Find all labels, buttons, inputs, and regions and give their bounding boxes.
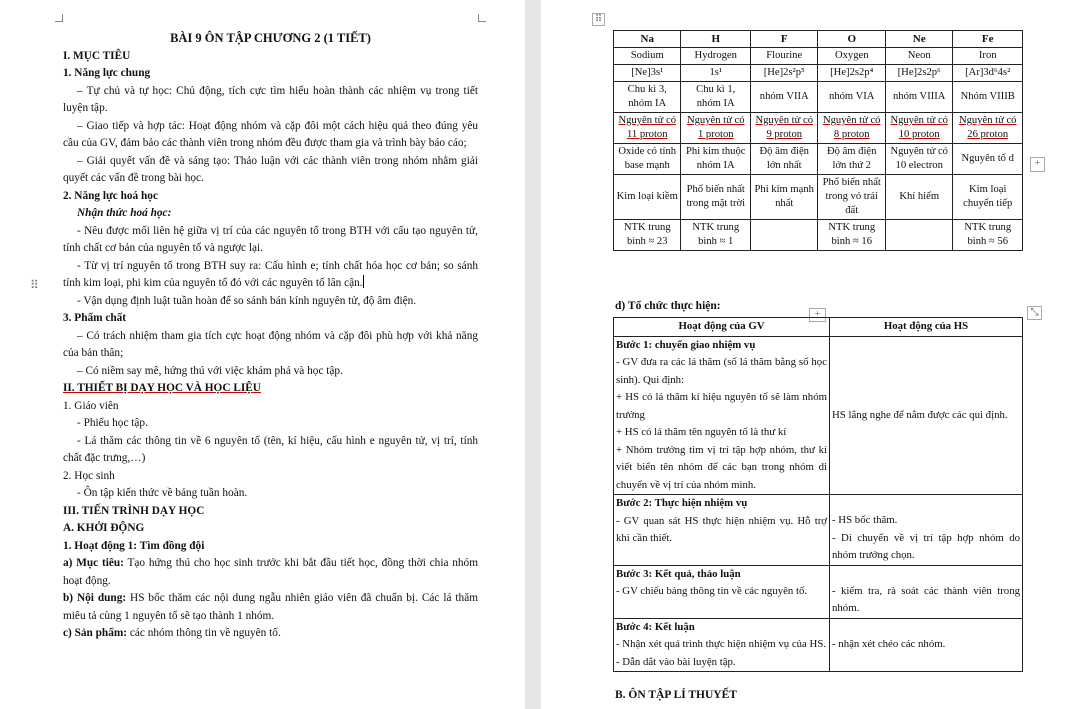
proton-text: Nguyên tử có 1 proton [686, 115, 745, 140]
step-title: Bước 1: chuyển giao nhiệm vụ [616, 338, 756, 351]
element-config-cell: [Ar]3d⁶4s² [953, 65, 1023, 82]
element-type-cell: Khí hiếm [885, 175, 952, 220]
activity-gv-cell [614, 495, 830, 566]
proton-text: Nguyên tử có 10 proton [890, 115, 948, 140]
activity-row [614, 618, 1023, 672]
drag-handle-icon[interactable]: ⠿ [30, 278, 37, 292]
paragraph: – Có trách nhiệm tham gia tích cực hoạt động nhóm và cặp đôi phù hợp với khả năng của bản thân; [63, 329, 478, 359]
element-property-cell: Phi kim thuộc nhóm IA [681, 144, 751, 175]
add-column-icon[interactable]: + [1030, 157, 1045, 172]
step-title: Bước 3: Kết quả, thảo luận [616, 567, 741, 580]
activity-hs-cell [830, 618, 1023, 672]
element-config-cell: 1s¹ [681, 65, 751, 82]
element-info-table [613, 30, 1023, 251]
element-position-cell: Chu kì 3, nhóm IA [614, 82, 681, 113]
element-type-cell: Phổ biến nhất trong vỏ trái đất [818, 175, 885, 220]
element-type-cell: Phổ biến nhất trong mặt trời [681, 175, 751, 220]
subsection-heading: A. KHỞI ĐỘNG [63, 522, 145, 534]
organization-label: d) Tổ chức thực hiện: [615, 300, 721, 312]
document-page-left[interactable] [0, 0, 525, 709]
text-cursor [363, 275, 364, 288]
element-table-row [614, 31, 1023, 48]
step-text: - HS bốc thăm. [832, 514, 898, 526]
element-name-cell: Iron [953, 48, 1023, 65]
element-position-cell: nhóm VIIIA [885, 82, 952, 113]
element-mass-cell: NTK trung bình ≈ 56 [953, 220, 1023, 251]
step-text: HS lắng nghe để nắm được các qui định. [832, 408, 1008, 421]
subsection-label: Nhận thức hoá học: [77, 207, 172, 219]
activity-gv-cell [614, 565, 830, 618]
activity-row [614, 336, 1023, 495]
element-type-cell: Phi kim mạnh nhất [751, 175, 818, 220]
paragraph: – Giải quyết vấn đề và sáng tạo: Thảo luận với các thành viên trong nhóm nhằm giải quyết các vấn đề trong bài học. [63, 154, 478, 184]
table-resize-icon[interactable]: ⤡ [1027, 306, 1042, 320]
element-symbol-cell: Ne [885, 31, 952, 48]
element-config-cell: [He]2s2p⁶ [885, 65, 952, 82]
element-position-cell: nhóm VIA [818, 82, 885, 113]
element-mass-cell: NTK trung bình ≈ 23 [614, 220, 681, 251]
element-name-cell: Flourine [751, 48, 818, 65]
activity-hs-cell [830, 495, 1023, 566]
element-position-cell: Chu kì 1, nhóm IA [681, 82, 751, 113]
paragraph: – Tự chủ và tự học: Chủ động, tích cực tìm hiểu hoàn thành các nhiệm vụ trong tiết luyện tập. [63, 84, 478, 114]
activity-row [614, 495, 1023, 566]
subsection-heading: 2. Học sinh [63, 469, 115, 482]
element-proton-cell [885, 113, 952, 144]
element-mass-cell: NTK trung bình ≈ 16 [818, 220, 885, 251]
activity-hs-cell [830, 565, 1023, 618]
subsection-heading: 1. Hoạt động 1: Tìm đồng đội [63, 539, 205, 552]
paragraph-content [63, 590, 478, 625]
element-name-cell: Sodium [614, 48, 681, 65]
table-move-handle-icon[interactable]: ⠿ [592, 13, 605, 26]
paragraph: - Vận dụng định luật tuần hoàn để so sánh bán kính nguyên tử, độ âm điện. [77, 294, 417, 307]
paragraph-goal [63, 555, 478, 590]
paragraph: – Có niềm say mê, hứng thú với việc khám phá và học tập. [77, 364, 343, 377]
step-text: - Dẫn dắt vào bài luyện tập. [616, 655, 736, 668]
goal-label: a) Mục tiêu: [63, 557, 124, 569]
step-text: + HS có lá thăm kí hiệu nguyên tố sẽ làm nhóm trưởng [616, 391, 827, 421]
document-page-right[interactable] [541, 0, 1069, 709]
element-table-row [614, 48, 1023, 65]
page-corner-mark [478, 14, 486, 22]
element-symbol-cell: F [751, 31, 818, 48]
step-text: - GV chiếu bảng thông tin về các nguyên tố. [616, 585, 808, 597]
step-text: - kiểm tra, rà soát các thành viên trong nhóm. [832, 584, 1020, 614]
element-table-row [614, 113, 1023, 144]
paragraph-text: - Từ vị trí nguyên tố trong BTH suy ra: Cấu hình e; tính chất hóa học cơ bản; so sánh tính kim loại, phi kim của nguyên tố đó với các nguyên tố lân cận. [63, 259, 478, 289]
subsection-heading: 3. Phẩm chất [63, 312, 127, 324]
step-text: + Nhóm trưởng tìm vị trí tập hợp nhóm, thư kí viết biển tên nhóm để các bạn trong nhóm di chuyển về vị trí của nhóm mình. [616, 443, 827, 491]
section-heading: III. TIẾN TRÌNH DẠY HỌC [63, 504, 205, 517]
proton-text: Nguyên tử có 9 proton [755, 115, 813, 140]
element-symbol-cell: O [818, 31, 885, 48]
paragraph: - Nêu được mối liên hệ giữa vị trí của các nguyên tố trong BTH với cấu tạo nguyên tử, tính chất cơ bản của nguyên tố và ngược lại. [63, 224, 478, 254]
element-proton-cell [681, 113, 751, 144]
element-mass-cell [751, 220, 818, 251]
paragraph [63, 258, 478, 293]
step-text: - nhận xét chéo các nhóm. [832, 637, 946, 650]
step-text: - GV quan sát HS thực hiện nhiệm vụ. Hỗ trợ khi cần thiết. [616, 514, 827, 544]
element-proton-cell [818, 113, 885, 144]
paragraph: - Lá thăm các thông tin về 6 nguyên tố (tên, kí hiệu, cấu hình e nguyên tử, vị trí, tính chất đặc trưng,…) [63, 434, 478, 464]
subsection-heading: 1. Năng lực chung [63, 67, 151, 79]
element-table-row [614, 175, 1023, 220]
paragraph: - Ôn tập kiến thức về bảng tuần hoàn. [77, 487, 248, 499]
element-symbol-cell: H [681, 31, 751, 48]
activity-table [613, 317, 1023, 672]
goal-text: Tạo hứng thú cho học sinh trước khi bắt đầu tiết học, đồng thời chia nhóm hoạt động. [63, 557, 478, 587]
step-text: - Di chuyển về vị trí tập hợp nhóm do nhóm trưởng chọn. [832, 531, 1020, 561]
activity-gv-cell [614, 618, 830, 672]
element-config-cell: [Ne]3s¹ [614, 65, 681, 82]
element-symbol-cell: Fe [953, 31, 1023, 48]
step-title: Bước 2: Thực hiện nhiệm vụ [616, 497, 748, 509]
step-text: - GV đưa ra các lá thăm (số lá thăm bằng số học sinh). Qui định: [616, 356, 827, 386]
subsection-heading: 1. Giáo viên [63, 399, 119, 412]
section-heading [63, 380, 478, 398]
product-label: c) Sản phẩm: [63, 627, 128, 639]
content-text: HS bốc thăm các nội dung ngẫu nhiên giáo viên đã chuẩn bị. Các lá thăm miêu tả cùng 1 nguyên tố sẽ tạo thành 1 nhóm. [63, 592, 478, 622]
step-title: Bước 4: Kết luận [616, 620, 695, 633]
paragraph: - Phiếu học tập. [77, 417, 148, 429]
lesson-body [63, 30, 478, 643]
section-heading-footer: B. ÔN TẬP LÍ THUYẾT [615, 689, 737, 701]
section-heading: I. MỤC TIÊU [63, 49, 131, 62]
element-table-row [614, 82, 1023, 113]
column-header-hs: Hoạt động của HS [830, 318, 1023, 337]
proton-text: Nguyên tử có 26 proton [958, 115, 1017, 140]
element-mass-cell [885, 220, 952, 251]
element-name-cell: Oxygen [818, 48, 885, 65]
activity-row [614, 565, 1023, 618]
element-config-cell: [He]2s²p⁵ [751, 65, 818, 82]
product-text: các nhóm thông tin về nguyên tố. [127, 627, 281, 639]
element-table-row [614, 65, 1023, 82]
element-property-cell: Oxide có tính base mạnh [614, 144, 681, 175]
element-property-cell: Nguyên tố d [953, 144, 1023, 175]
element-proton-cell [751, 113, 818, 144]
element-table-row [614, 220, 1023, 251]
subsection-heading: 2. Năng lực hoá học [63, 189, 158, 202]
element-type-cell: Kim loại chuyển tiếp [953, 175, 1023, 220]
page-corner-mark [55, 14, 63, 22]
step-text: - Nhận xét quá trình thực hiện nhiệm vụ của HS. [616, 638, 827, 650]
element-property-cell: Độ âm điện lớn thứ 2 [818, 144, 885, 175]
activity-gv-cell [614, 336, 830, 495]
activity-header-row [614, 318, 1023, 337]
paragraph: – Giao tiếp và hợp tác: Hoạt động nhóm và cặp đôi một cách hiệu quả theo đúng yêu cầu của GV, đảm bảo các thành viên trong nhóm đều được tham gia và trình bày báo cáo; [63, 119, 478, 149]
element-config-cell: [He]2s2p⁴ [818, 65, 885, 82]
add-row-icon[interactable]: + [809, 308, 826, 322]
element-mass-cell: NTK trung bình ≈ 1 [681, 220, 751, 251]
element-symbol-cell: Na [614, 31, 681, 48]
element-name-cell: Hydrogen [681, 48, 751, 65]
section-heading-text: II. THIẾT BỊ DẠY HỌC VÀ HỌC LIỆU [63, 382, 261, 394]
lesson-title: BÀI 9 ÔN TẬP CHƯƠNG 2 (1 TIẾT) [170, 31, 371, 45]
step-text: + HS có lá thăm tên nguyên tố là thư kí [616, 426, 787, 438]
element-position-cell: Nhóm VIIIB [953, 82, 1023, 113]
element-table-row [614, 144, 1023, 175]
proton-text: Nguyên tử có 11 proton [618, 115, 676, 140]
element-proton-cell [953, 113, 1023, 144]
element-property-cell: Độ âm điện lớn nhất [751, 144, 818, 175]
element-property-cell: Nguyên tử có 10 electron [885, 144, 952, 175]
element-name-cell: Neon [885, 48, 952, 65]
proton-text: Nguyên tử có 8 proton [822, 115, 881, 140]
element-proton-cell [614, 113, 681, 144]
content-label: b) Nội dung: [63, 592, 127, 604]
column-header-gv: Hoạt động của GV [614, 318, 830, 337]
element-position-cell: nhóm VIIA [751, 82, 818, 113]
element-type-cell: Kim loại kiềm [614, 175, 681, 220]
activity-hs-cell [830, 336, 1023, 495]
paragraph-product [63, 625, 478, 643]
